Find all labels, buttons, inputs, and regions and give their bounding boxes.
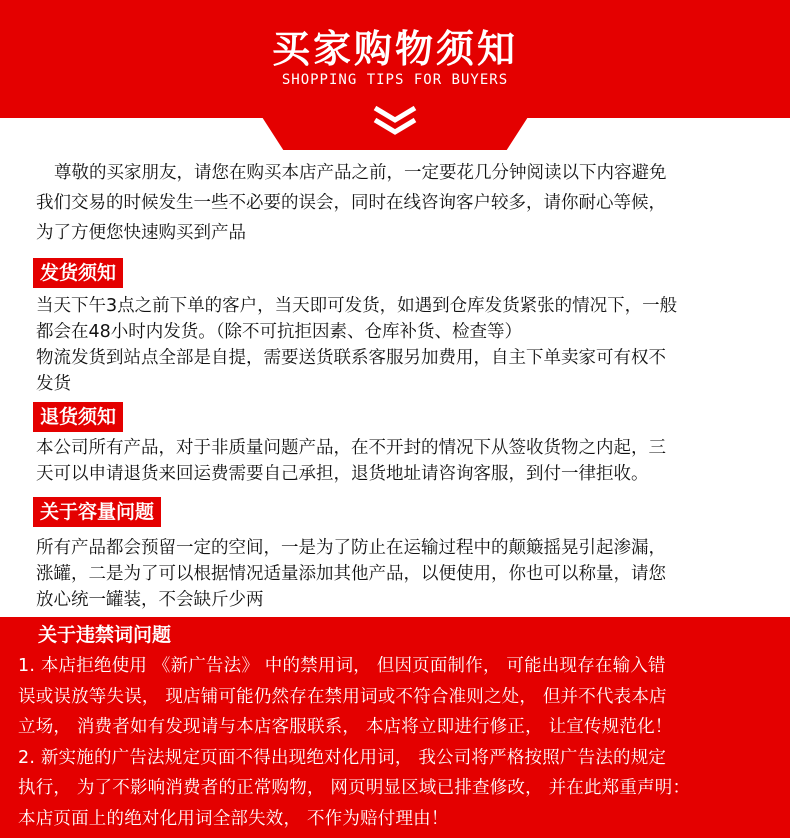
section-label-shipping: 发货须知	[33, 258, 123, 288]
double-chevron-down-icon	[371, 104, 419, 140]
notice-line: 误或误放等失误， 现店铺可能仍然存在禁用词或不符合准则之处， 但并不代表本店	[18, 686, 667, 707]
section-line: 涨罐，二是为了可以根据情况适量添加其他产品，以便使用，你也可以称量，请您	[36, 564, 666, 584]
section-line: 放心统一罐装，不会缺斤少两	[36, 590, 264, 610]
section-line: 都会在48小时内发货。（除不可抗拒因素、仓库补货、检查等）	[36, 322, 523, 342]
section-body-shipping	[36, 293, 766, 397]
notice-title: 关于违禁词问题	[38, 624, 172, 646]
intro-paragraph	[36, 158, 766, 248]
section-line: 当天下午3点之前下单的客户，当天即可发货，如遇到仓库发货紧张的情况下，一般	[36, 296, 678, 316]
section-label-returns: 退货须知	[33, 402, 123, 432]
notice-line: 执行， 为了不影响消费者的正常购物， 网页明显区域已排查修改， 并在此郑重声明：	[18, 778, 691, 798]
section-body-returns	[36, 435, 766, 487]
notice-line: 本店页面上的绝对化用词全部失效， 不作为赔付理由！	[18, 808, 449, 829]
notice-line: 2. 新实施的广告法规定页面不得出现绝对化用词， 我公司将严格按照广告法的规定	[18, 747, 667, 768]
section-line: 物流发货到站点全部是自提，需要送货联系客服另加费用，自主下单卖家可有权不	[36, 348, 666, 368]
intro-line: 我们交易的时候发生一些不必要的误会，同时在线咨询客户较多，请你耐心等候，	[36, 193, 666, 213]
notice-line: 立场， 消费者如有发现请与本店客服联系， 本店将立即进行修正， 让宣传规范化！	[18, 717, 673, 737]
section-label-capacity: 关于容量问题	[33, 497, 161, 527]
notice-line: 1. 本店拒绝使用 《新广告法》 中的禁用词， 但因页面制作， 可能出现存在输入错	[18, 656, 666, 676]
page-title: 买家购物须知	[271, 27, 518, 71]
section-line: 天可以申请退货来回运费需要自己承担，退货地址请咨询客服，到付一律拒收。	[36, 464, 649, 484]
page-subtitle: SHOPPING TIPS FOR BUYERS	[281, 72, 509, 88]
intro-line: 尊敬的买家朋友，请您在购买本店产品之前，一定要花几分钟阅读以下内容避免	[54, 163, 667, 183]
notice-body	[18, 651, 778, 834]
section-line: 所有产品都会预留一定的空间，一是为了防止在运输过程中的颠簸摇晃引起渗漏，	[36, 538, 666, 558]
notice-panel	[0, 617, 790, 838]
section-line: 发货	[36, 374, 71, 394]
section-body-capacity	[36, 535, 766, 613]
intro-line: 为了方便您快速购买到产品	[36, 223, 246, 243]
section-line: 本公司所有产品，对于非质量问题产品，在不开封的情况下从签收货物之内起，三	[36, 438, 666, 458]
